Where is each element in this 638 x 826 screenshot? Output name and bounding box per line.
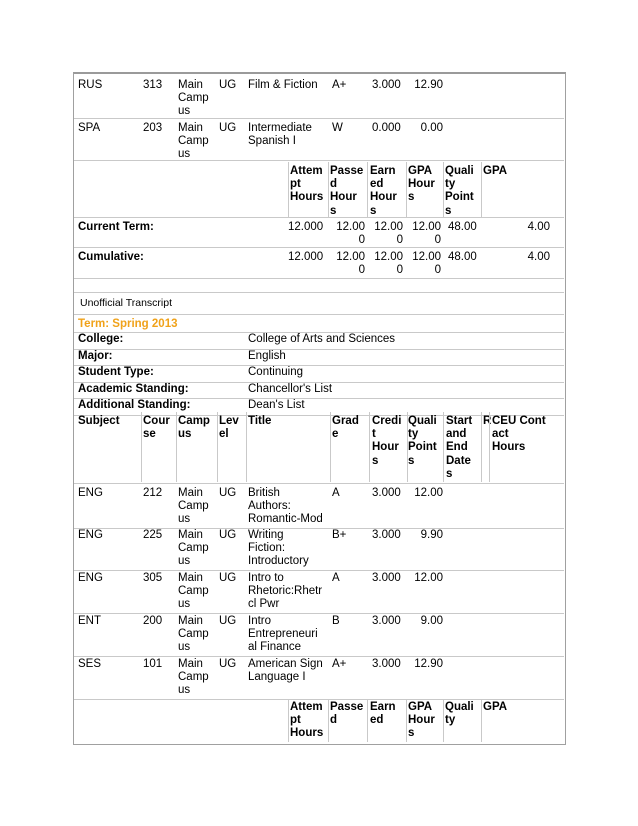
spring-row-3-title: Intro xyxy=(248,615,272,627)
col-start-end-dates: Date xyxy=(446,454,471,467)
rus-313-row-campus: us xyxy=(178,105,191,118)
summary-header-passed: d xyxy=(330,178,338,191)
summary-header-2-gpa-hours: s xyxy=(408,727,415,740)
row-divider xyxy=(74,247,564,248)
summary-header-2-earned: ed xyxy=(370,714,384,727)
spring-row-3-campus: Camp xyxy=(178,628,209,641)
cumulative-label: Cumulative: xyxy=(78,251,144,263)
column-divider xyxy=(367,699,368,742)
spa-203-row-level: UG xyxy=(219,122,237,134)
summary-header-passed: Passe xyxy=(330,165,364,177)
spring-row-1-quality-points: 9.90 xyxy=(420,529,443,541)
spring-row-1-course: 225 xyxy=(143,529,163,541)
column-divider xyxy=(369,412,370,482)
spring-row-4-quality-points: 12.90 xyxy=(414,658,443,670)
current-term-passed-hours: 12.00 xyxy=(336,221,365,233)
spring-row-0-subject: ENG xyxy=(78,487,103,499)
summary-header-attempt: Hours xyxy=(290,191,324,204)
info-label-4: Additional Standing: xyxy=(78,399,191,412)
col-credit-hours: s xyxy=(372,454,379,467)
row-divider xyxy=(74,217,564,218)
col-start-end-dates: Start xyxy=(446,415,473,427)
spring-row-0-level: UG xyxy=(219,487,237,499)
cumulative-gpa: 4.00 xyxy=(527,251,550,263)
row-divider xyxy=(74,349,564,350)
spa-203-row-campus: us xyxy=(178,148,191,161)
summary-header-2-attempt: pt xyxy=(290,714,301,727)
summary-header-gpa-hours: GPA xyxy=(408,165,433,177)
current-term-passed-hours: 0 xyxy=(358,234,365,247)
summary-header-2-gpa-hours: Hour xyxy=(408,714,435,727)
spring-row-0-title: Authors: xyxy=(248,500,291,513)
col-campus: us xyxy=(178,428,192,441)
column-divider xyxy=(288,699,289,742)
rus-313-row-title: Film & Fiction xyxy=(248,79,318,91)
column-divider xyxy=(481,162,482,217)
unofficial-transcript-label: Unofficial Transcript xyxy=(80,297,173,309)
column-divider xyxy=(328,162,329,217)
current-term-label: Current Term: xyxy=(78,221,154,233)
column-divider xyxy=(288,162,289,217)
summary-header-passed: s xyxy=(330,204,337,217)
spring-row-2-title: cl Pwr xyxy=(248,598,280,611)
row-divider xyxy=(74,292,564,293)
info-value-1: English xyxy=(248,349,286,362)
summary-header-earned: s xyxy=(370,204,377,217)
cumulative-gpa-hours: 0 xyxy=(434,264,441,277)
summary-header-2-gpa: GPA xyxy=(483,701,508,713)
column-divider xyxy=(406,699,407,742)
spa-203-row-campus: Main xyxy=(178,122,203,134)
spring-row-0-campus: Camp xyxy=(178,500,209,513)
spring-row-2-subject: ENG xyxy=(78,572,103,584)
spring-row-1-campus: Camp xyxy=(178,542,209,555)
spring-row-2-credit-hours: 3.000 xyxy=(372,572,401,584)
column-divider xyxy=(481,412,482,482)
summary-header-earned: Hour xyxy=(370,191,397,204)
info-value-0: College of Arts and Sciences xyxy=(248,333,396,345)
summary-header-passed: Hour xyxy=(330,191,357,204)
spa-203-row-credit-hours: 0.000 xyxy=(372,122,401,134)
rus-313-row-course: 313 xyxy=(143,79,163,91)
spring-row-2-title: Rhetoric:Rhetr xyxy=(248,585,323,598)
spring-row-2-course: 305 xyxy=(143,572,163,584)
col-course: Cour xyxy=(143,415,170,427)
column-divider xyxy=(367,162,368,217)
summary-header-earned: ed xyxy=(370,178,384,191)
spring-row-4-level: UG xyxy=(219,658,237,670)
summary-header-2-passed: Passe xyxy=(330,701,364,713)
rus-313-row-subject: RUS xyxy=(78,79,103,91)
spring-row-1-subject: ENG xyxy=(78,529,103,541)
term-title: Term: Spring 2013 xyxy=(78,318,178,330)
column-divider xyxy=(443,699,444,742)
col-level: Lev xyxy=(219,415,239,427)
spring-row-4-title: American Sign xyxy=(248,658,323,670)
current-term-earned-hours: 12.00 xyxy=(374,221,403,233)
cumulative-quality-points: 48.00 xyxy=(448,251,477,263)
spring-row-2-campus: Camp xyxy=(178,585,209,598)
column-divider xyxy=(443,412,444,482)
spring-row-1-title: Introductory xyxy=(248,555,309,568)
cumulative-gpa-hours: 12.00 xyxy=(412,251,441,263)
rus-313-row-campus: Camp xyxy=(178,92,209,105)
spring-row-1-level: UG xyxy=(219,529,237,541)
spring-row-3-quality-points: 9.00 xyxy=(420,615,443,627)
row-divider xyxy=(74,656,564,657)
spring-row-4-grade: A+ xyxy=(332,658,347,670)
column-divider xyxy=(443,162,444,217)
spring-row-2-level: UG xyxy=(219,572,237,584)
spring-row-0-credit-hours: 3.000 xyxy=(372,487,401,499)
cumulative-earned-hours: 0 xyxy=(396,264,403,277)
summary-header-gpa-hours: Hour xyxy=(408,178,435,191)
spring-row-4-campus: Camp xyxy=(178,671,209,684)
current-term-gpa: 4.00 xyxy=(527,221,550,233)
row-divider xyxy=(74,160,564,161)
column-divider xyxy=(176,412,177,482)
spring-row-2-campus: us xyxy=(178,598,191,611)
spring-row-3-grade: B xyxy=(332,615,340,627)
spring-row-4-campus: us xyxy=(178,684,191,697)
spa-203-row-title: Intermediate xyxy=(248,122,312,134)
spring-row-0-campus: Main xyxy=(178,487,203,499)
column-divider xyxy=(328,699,329,742)
spring-row-3-campus: Main xyxy=(178,615,203,627)
spring-row-0-title: Romantic-Mod xyxy=(248,513,323,526)
column-divider xyxy=(330,412,331,482)
col-quality-points: ty xyxy=(408,428,419,441)
col-ceu-hours: Hours xyxy=(492,441,526,454)
summary-header-quality: s xyxy=(445,204,452,217)
col-subject: Subject xyxy=(78,415,120,427)
rus-313-row-credit-hours: 3.000 xyxy=(372,79,401,91)
spring-row-1-grade: B+ xyxy=(332,529,347,541)
info-label-0: College: xyxy=(78,333,124,345)
row-divider xyxy=(74,118,564,119)
row-divider xyxy=(74,483,564,484)
current-term-quality-points: 48.00 xyxy=(448,221,477,233)
row-divider xyxy=(74,278,564,279)
summary-header-2-passed: d xyxy=(330,714,338,727)
column-divider xyxy=(141,412,142,482)
column-divider xyxy=(489,412,490,482)
spring-row-0-campus: us xyxy=(178,513,191,526)
col-campus: Camp xyxy=(178,415,210,427)
col-credit-hours: Hour xyxy=(372,441,399,454)
summary-header-earned: Earn xyxy=(370,165,396,177)
spring-row-1-title: Writing xyxy=(248,529,284,541)
summary-header-2-attempt: Attem xyxy=(290,701,323,713)
spa-203-row-subject: SPA xyxy=(78,122,101,134)
spring-row-1-campus: us xyxy=(178,555,191,568)
summary-header-gpa-hours: s xyxy=(408,191,415,204)
info-value-2: Continuing xyxy=(248,366,303,379)
spring-row-4-course: 101 xyxy=(143,658,163,670)
col-title: Title xyxy=(248,415,272,427)
summary-header-quality: Point xyxy=(445,191,474,204)
col-r: R xyxy=(483,415,492,427)
spring-row-4-title: Language I xyxy=(248,671,306,684)
col-start-end-dates: End xyxy=(446,441,468,454)
spring-row-3-title: Entrepreneuri xyxy=(248,628,318,641)
column-divider xyxy=(407,412,408,482)
row-divider xyxy=(74,570,564,571)
column-divider xyxy=(481,699,482,742)
spring-row-0-grade: A xyxy=(332,487,340,499)
column-divider xyxy=(406,162,407,217)
spring-row-0-course: 212 xyxy=(143,487,163,499)
summary-header-2-gpa-hours: GPA xyxy=(408,701,433,713)
summary-header-attempt: pt xyxy=(290,178,301,191)
col-credit-hours: t xyxy=(372,428,376,441)
row-divider xyxy=(74,699,564,700)
info-label-1: Major: xyxy=(78,349,113,362)
info-label-2: Student Type: xyxy=(78,366,154,379)
summary-header-attempt: Attem xyxy=(290,165,323,177)
cumulative-passed-hours: 0 xyxy=(358,264,365,277)
col-level: el xyxy=(219,428,229,441)
col-ceu-hours: act xyxy=(492,428,509,441)
spring-row-2-campus: Main xyxy=(178,572,203,584)
col-course: se xyxy=(143,428,156,441)
current-term-attempt-hours: 12.000 xyxy=(288,221,324,233)
summary-header-2-quality: Quali xyxy=(445,701,474,713)
summary-header-quality: ty xyxy=(445,178,456,191)
summary-header-quality: Quali xyxy=(445,165,474,177)
spring-row-4-campus: Main xyxy=(178,658,203,670)
spring-row-2-title: Intro to xyxy=(248,572,284,584)
rus-313-row-level: UG xyxy=(219,79,237,91)
column-divider xyxy=(217,412,218,482)
col-quality-points: Quali xyxy=(408,415,437,427)
col-quality-points: s xyxy=(408,454,415,467)
spring-row-3-credit-hours: 3.000 xyxy=(372,615,401,627)
spring-row-3-course: 200 xyxy=(143,615,163,627)
rus-313-row-campus: Main xyxy=(178,79,203,91)
spring-row-3-subject: ENT xyxy=(78,615,101,627)
spring-row-3-campus: us xyxy=(178,641,191,654)
rus-313-row-quality-points: 12.90 xyxy=(414,79,443,91)
spa-203-row-campus: Camp xyxy=(178,135,209,148)
spa-203-row-course: 203 xyxy=(143,122,163,134)
info-value-3: Chancellor's List xyxy=(248,382,333,395)
spa-203-row-quality-points: 0.00 xyxy=(420,122,443,134)
cumulative-earned-hours: 12.00 xyxy=(374,251,403,263)
summary-header-gpa: GPA xyxy=(483,165,508,177)
spring-row-1-title: Fiction: xyxy=(248,542,286,555)
row-divider xyxy=(74,613,564,614)
col-quality-points: Point xyxy=(408,441,437,454)
row-divider xyxy=(74,314,564,315)
spring-row-4-subject: SES xyxy=(78,658,102,670)
column-divider xyxy=(246,412,247,482)
col-grade: e xyxy=(332,428,339,441)
info-value-4: Dean's List xyxy=(248,399,305,412)
spa-203-row-title: Spanish I xyxy=(248,135,296,148)
current-term-gpa-hours: 0 xyxy=(434,234,441,247)
spring-row-4-credit-hours: 3.000 xyxy=(372,658,401,670)
current-term-gpa-hours: 12.00 xyxy=(412,221,441,233)
current-term-earned-hours: 0 xyxy=(396,234,403,247)
spring-row-2-grade: A xyxy=(332,572,340,584)
rus-313-row-grade: A+ xyxy=(332,79,347,91)
summary-header-2-attempt: Hours xyxy=(290,727,324,740)
spring-row-1-credit-hours: 3.000 xyxy=(372,529,401,541)
cumulative-passed-hours: 12.00 xyxy=(336,251,365,263)
spring-row-3-level: UG xyxy=(219,615,237,627)
col-start-end-dates: and xyxy=(446,428,467,441)
col-start-end-dates: s xyxy=(446,467,453,480)
col-grade: Grad xyxy=(332,415,359,427)
spring-row-1-campus: Main xyxy=(178,529,203,541)
summary-header-2-quality: ty xyxy=(445,714,456,727)
summary-header-2-earned: Earn xyxy=(370,701,396,713)
cumulative-attempt-hours: 12.000 xyxy=(288,251,324,263)
spring-row-2-quality-points: 12.00 xyxy=(414,572,443,584)
col-ceu-hours: CEU Cont xyxy=(492,415,546,427)
info-label-3: Academic Standing: xyxy=(78,382,189,395)
spring-row-0-title: British xyxy=(248,487,280,499)
spring-row-0-quality-points: 12.00 xyxy=(414,487,443,499)
spa-203-row-grade: W xyxy=(332,122,343,134)
col-credit-hours: Credi xyxy=(372,415,402,427)
spring-row-3-title: al Finance xyxy=(248,641,302,654)
